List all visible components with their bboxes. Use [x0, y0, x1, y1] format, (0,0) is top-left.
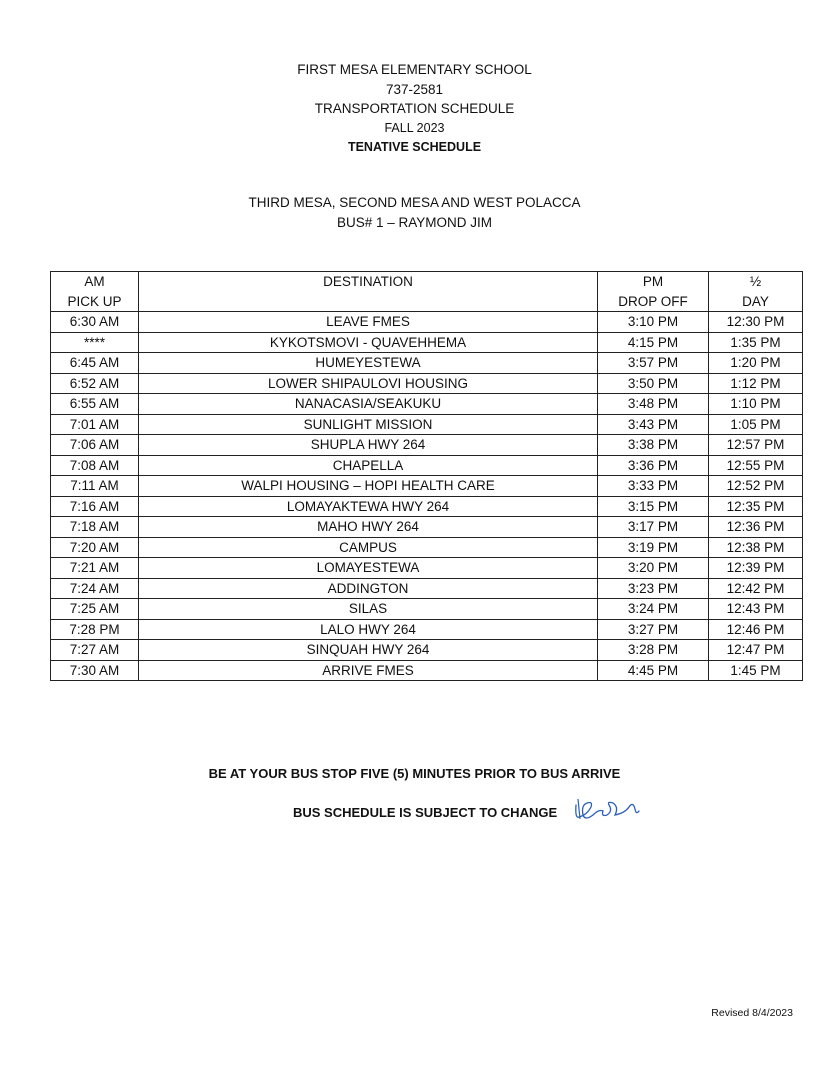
cell-half-day: 12:46 PM — [709, 619, 803, 640]
cell-destination: ADDINGTON — [139, 578, 598, 599]
status-label: TENATIVE SCHEDULE — [347, 139, 482, 154]
cell-half-day: 12:30 PM — [709, 312, 803, 333]
cell-am-pickup: 7:08 AM — [51, 455, 139, 476]
cell-destination: CAMPUS — [139, 537, 598, 558]
table-row — [51, 640, 803, 661]
cell-pm-dropoff: 3:28 PM — [598, 640, 709, 661]
table-row — [51, 558, 803, 579]
cell-half-day: 12:35 PM — [709, 496, 803, 517]
term-label: FALL 2023 — [384, 120, 445, 135]
header-half-day: ½ DAY — [709, 272, 803, 312]
cell-pm-dropoff: 3:50 PM — [598, 373, 709, 394]
table-row — [51, 435, 803, 456]
table-row — [51, 476, 803, 497]
table-row — [51, 455, 803, 476]
cell-pm-dropoff: 4:45 PM — [598, 660, 709, 681]
cell-half-day: 1:05 PM — [709, 414, 803, 435]
change-notice: BUS SCHEDULE IS SUBJECT TO CHANGE — [293, 805, 558, 820]
cell-destination: SILAS — [139, 599, 598, 620]
route-info — [0, 193, 829, 232]
cell-pm-dropoff: 3:48 PM — [598, 394, 709, 415]
arrival-notice: BE AT YOUR BUS STOP FIVE (5) MINUTES PRIOR TO BUS ARRIVE — [208, 766, 621, 781]
cell-destination: SUNLIGHT MISSION — [139, 414, 598, 435]
cell-am-pickup: 7:06 AM — [51, 435, 139, 456]
cell-destination: LOMAYAKTEWA HWY 264 — [139, 496, 598, 517]
cell-am-pickup: 7:20 AM — [51, 537, 139, 558]
cell-half-day: 12:52 PM — [709, 476, 803, 497]
table-row — [51, 373, 803, 394]
cell-am-pickup: 7:30 AM — [51, 660, 139, 681]
header-pm-dropoff: PM DROP OFF — [598, 272, 709, 312]
cell-pm-dropoff: 3:33 PM — [598, 476, 709, 497]
cell-half-day: 1:10 PM — [709, 394, 803, 415]
header-destination: DESTINATION — [139, 272, 598, 312]
cell-half-day: 12:36 PM — [709, 517, 803, 538]
cell-half-day: 12:47 PM — [709, 640, 803, 661]
cell-am-pickup: 7:18 AM — [51, 517, 139, 538]
cell-destination: SINQUAH HWY 264 — [139, 640, 598, 661]
table-row — [51, 660, 803, 681]
cell-half-day: 1:20 PM — [709, 353, 803, 374]
school-phone: 737-2581 — [385, 81, 444, 97]
cell-am-pickup: 7:27 AM — [51, 640, 139, 661]
school-name: FIRST MESA ELEMENTARY SCHOOL — [297, 62, 532, 77]
handwritten-signature-icon — [573, 795, 641, 825]
cell-destination: KYKOTSMOVI - QUAVEHHEMA — [139, 332, 598, 353]
table-row — [51, 578, 803, 599]
cell-half-day: 12:57 PM — [709, 435, 803, 456]
revised-date: Revised 8/4/2023 — [711, 1007, 793, 1019]
cell-half-day: 12:38 PM — [709, 537, 803, 558]
cell-am-pickup: 7:21 AM — [51, 558, 139, 579]
table-row — [51, 312, 803, 333]
cell-am-pickup: **** — [51, 332, 139, 353]
cell-pm-dropoff: 3:10 PM — [598, 312, 709, 333]
cell-destination: LOMAYESTEWA — [139, 558, 598, 579]
cell-pm-dropoff: 3:57 PM — [598, 353, 709, 374]
table-row — [51, 332, 803, 353]
header-am-pickup: AM PICK UP — [51, 272, 139, 312]
cell-destination: LOWER SHIPAULOVI HOUSING — [139, 373, 598, 394]
cell-destination: WALPI HOUSING – HOPI HEALTH CARE — [139, 476, 598, 497]
cell-half-day: 12:43 PM — [709, 599, 803, 620]
cell-am-pickup: 6:52 AM — [51, 373, 139, 394]
table-row — [51, 517, 803, 538]
cell-am-pickup: 6:45 AM — [51, 353, 139, 374]
table-header-row — [51, 272, 803, 312]
table-row — [51, 353, 803, 374]
cell-half-day: 1:12 PM — [709, 373, 803, 394]
cell-pm-dropoff: 3:43 PM — [598, 414, 709, 435]
table-row — [51, 619, 803, 640]
cell-am-pickup: 7:24 AM — [51, 578, 139, 599]
cell-am-pickup: 7:11 AM — [51, 476, 139, 497]
cell-pm-dropoff: 3:17 PM — [598, 517, 709, 538]
document-title: TRANSPORTATION SCHEDULE — [314, 101, 515, 116]
bus-driver: BUS# 1 – RAYMOND JIM — [336, 214, 493, 230]
table-row — [51, 414, 803, 435]
cell-destination: MAHO HWY 264 — [139, 517, 598, 538]
cell-destination: LALO HWY 264 — [139, 619, 598, 640]
cell-am-pickup: 6:55 AM — [51, 394, 139, 415]
cell-pm-dropoff: 3:36 PM — [598, 455, 709, 476]
table-row — [51, 599, 803, 620]
cell-half-day: 12:39 PM — [709, 558, 803, 579]
cell-am-pickup: 6:30 AM — [51, 312, 139, 333]
cell-destination: NANACASIA/SEAKUKU — [139, 394, 598, 415]
cell-pm-dropoff: 3:23 PM — [598, 578, 709, 599]
cell-am-pickup: 7:25 AM — [51, 599, 139, 620]
cell-pm-dropoff: 3:19 PM — [598, 537, 709, 558]
cell-pm-dropoff: 4:15 PM — [598, 332, 709, 353]
document-header — [0, 60, 829, 157]
cell-half-day: 1:35 PM — [709, 332, 803, 353]
schedule-body — [51, 312, 803, 681]
cell-destination: ARRIVE FMES — [139, 660, 598, 681]
cell-destination: LEAVE FMES — [139, 312, 598, 333]
cell-half-day: 12:42 PM — [709, 578, 803, 599]
cell-pm-dropoff: 3:20 PM — [598, 558, 709, 579]
cell-half-day: 12:55 PM — [709, 455, 803, 476]
table-row — [51, 394, 803, 415]
cell-half-day: 1:45 PM — [709, 660, 803, 681]
route-areas: THIRD MESA, SECOND MESA AND WEST POLACCA — [248, 195, 581, 210]
cell-pm-dropoff: 3:24 PM — [598, 599, 709, 620]
cell-pm-dropoff: 3:38 PM — [598, 435, 709, 456]
cell-pm-dropoff: 3:27 PM — [598, 619, 709, 640]
cell-destination: HUMEYESTEWA — [139, 353, 598, 374]
cell-pm-dropoff: 3:15 PM — [598, 496, 709, 517]
cell-am-pickup: 7:28 PM — [51, 619, 139, 640]
table-row — [51, 496, 803, 517]
schedule-table — [50, 271, 803, 681]
cell-destination: CHAPELLA — [139, 455, 598, 476]
cell-am-pickup: 7:16 AM — [51, 496, 139, 517]
cell-am-pickup: 7:01 AM — [51, 414, 139, 435]
cell-destination: SHUPLA HWY 264 — [139, 435, 598, 456]
table-row — [51, 537, 803, 558]
